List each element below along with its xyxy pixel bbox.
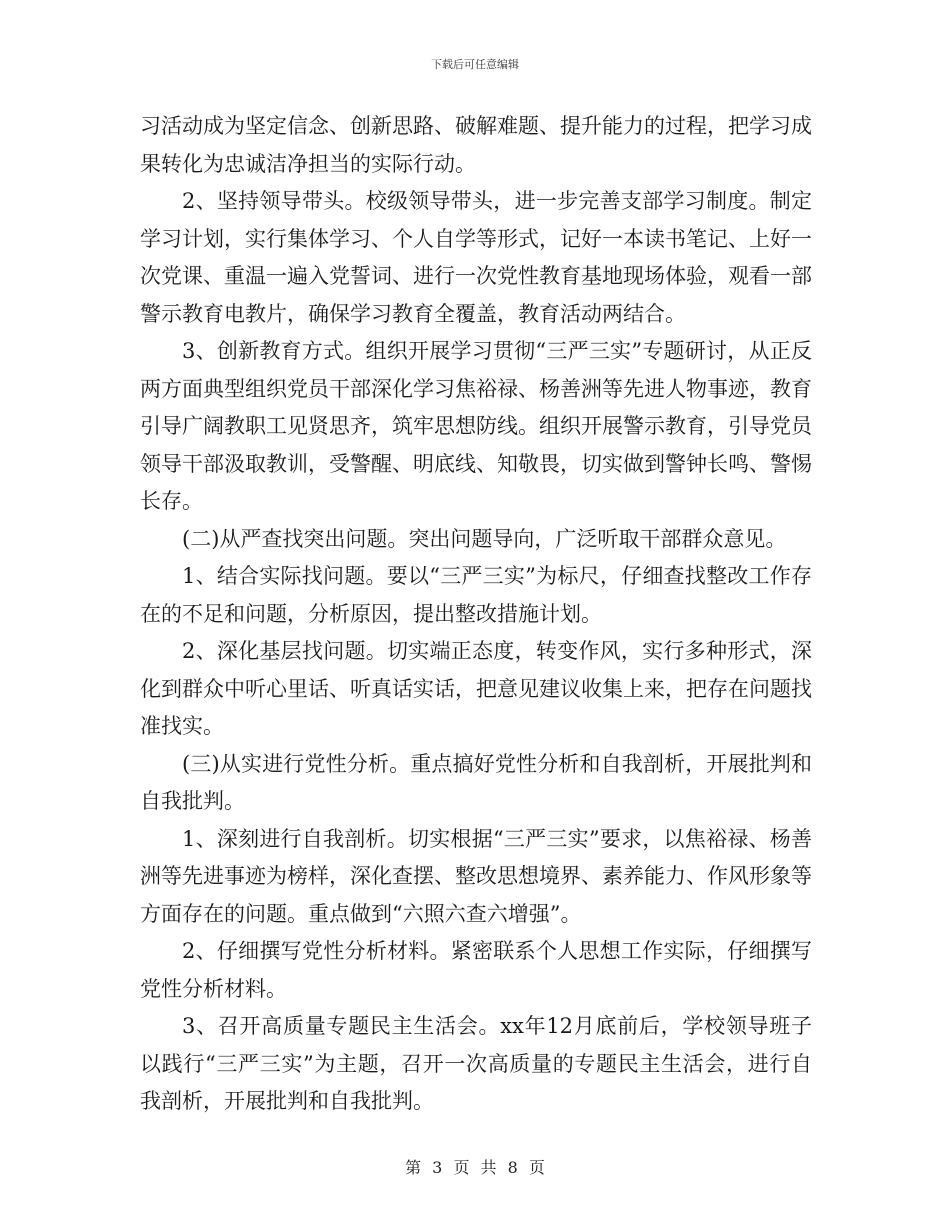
paragraph-10: 3、召开高质量专题民主生活会。xx年12月底前后，学校领导班子以践行“三严三实”为主题，召开一次高质量的专题民主生活会，进行自我剖析，开展批判和自我批判。 xyxy=(140,1014,812,1113)
paragraph-2: 2、坚持领导带头。校级领导带头，进一步完善支部学习制度。制定学习计划，实行集体学习、个人自学等形式，记好一本读书笔记、上好一次党课、重温一遍入党誓词、进行一次党性教育基地现场体验，观看一部警示教育电教片，确保学习教育全覆盖，教育活动两结合。 xyxy=(140,189,812,326)
paragraph-6: 2、深化基层找问题。切实端正态度，转变作风，实行多种形式，深化到群众中听心里话、听真话实话，把意见建议收集上来，把存在问题找准找实。 xyxy=(140,639,812,738)
paragraph-5: 1、结合实际找问题。要以“三严三实”为标尺，仔细查找整改工作存在的不足和问题，分析原因，提出整改措施计划。 xyxy=(140,564,812,626)
document-body xyxy=(140,108,812,1121)
section-heading-2: (二)从严查找突出问题。突出问题导向，广泛听取干部群众意见。 xyxy=(182,526,787,551)
section-heading-3: (三)从实进行党性分析。重点搞好党性分析和自我剖析，开展批判和自我批判。 xyxy=(140,751,812,813)
paragraph-1: 习活动成为坚定信念、创新思路、破解难题、提升能力的过程，把学习成果转化为忠诚洁净担当的实际行动。 xyxy=(140,114,812,176)
paragraph-3: 3、创新教育方式。组织开展学习贯彻“三严三实”专题研讨，从正反两方面典型组织党员干部深化学习焦裕禄、杨善洲等先进人物事迹，教育引导广阔教职工见贤思齐，筑牢思想防线。组织开展警示教育，引导党员领导干部汲取教训，受警醒、明底线、知敬畏，切实做到警钟长鸣、警惕长存。 xyxy=(140,339,812,513)
paragraph-9: 2、仔细撰写党性分析材料。紧密联系个人思想工作实际，仔细撰写党性分析材料。 xyxy=(140,939,812,1001)
paragraph-8: 1、深刻进行自我剖析。切实根据“三严三实”要求，以焦裕禄、杨善洲等先进事迹为榜样，深化查摆、整改思想境界、素养能力、作风形象等方面存在的问题。重点做到“六照六查六增强”。 xyxy=(140,826,812,926)
page-number-footer: 第 3 页 共 8 页 xyxy=(405,1158,545,1177)
page-header: 下载后可任意编辑 xyxy=(431,58,519,71)
